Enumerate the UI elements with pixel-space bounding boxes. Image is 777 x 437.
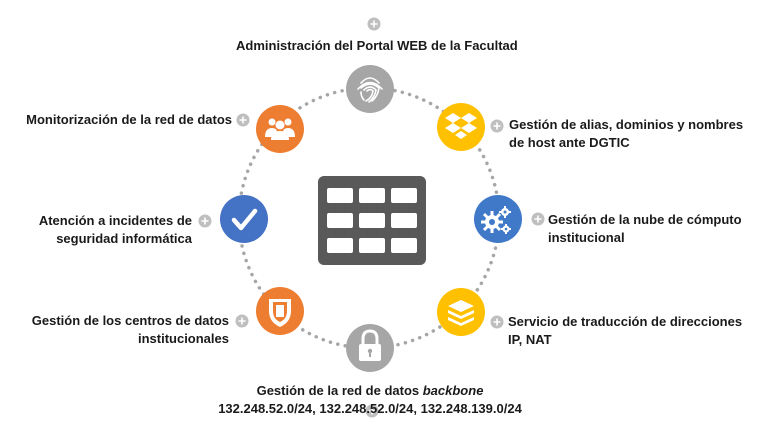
label-nat-line2: IP, NAT [508,332,552,347]
label-datacenters-line2: institucionales [137,331,229,346]
label-backbone-line1 [200,382,540,400]
label-nat-line1: Servicio de traducción de direcciones [508,314,743,329]
node-monitoring[interactable] [256,105,304,153]
plus-icon-nat[interactable] [491,316,504,329]
label-cloud-line2: institucional [548,230,625,245]
plus-icon-datacenters[interactable] [236,315,249,328]
label-cloud-line1: Gestión de la nube de cómputo [548,212,742,227]
label-backbone-title-em: backbone [422,383,484,398]
node-datacenters[interactable] [256,287,304,335]
label-datacenters-line1: Gestión de los centros de datos [31,313,229,328]
label-security [39,212,192,248]
label-monitoring-line1: Monitorización de la red de datos [26,112,232,127]
grid-table-icon [318,176,426,265]
label-portal-web [236,37,518,55]
plus-icon-monitoring[interactable] [237,114,250,127]
label-portal-web-line1: Administración del Portal WEB de la Facultad [236,38,518,53]
label-nat [508,313,742,349]
label-security-line1: Atención a incidentes de [38,213,192,228]
label-monitoring [26,111,232,129]
node-security[interactable] [220,195,268,243]
label-dns [509,116,743,152]
node-cloud[interactable] [474,195,522,243]
plus-icon-dns[interactable] [491,120,504,133]
node-dns[interactable] [437,103,485,151]
node-backbone[interactable] [346,324,394,372]
plus-icon-cloud[interactable] [532,213,545,226]
label-datacenters [32,312,229,348]
label-cloud [548,211,742,247]
label-dns-line2: de host ante DGTIC [509,135,630,150]
label-dns-line1: Gestión de alias, dominios y nombres [509,117,744,132]
plus-icon-portal[interactable] [368,18,381,31]
label-backbone-title: Gestión de la red de datos [256,383,423,398]
node-portal-web[interactable] [346,65,394,113]
plus-icon-security[interactable] [199,215,212,228]
people-group-icon [265,119,295,141]
label-security-line2: seguridad informática [56,231,192,246]
label-backbone [200,382,540,418]
label-backbone-line2: 132.248.52.0/24, 132.248.52.0/24, 132.248.139.0/24 [218,401,522,416]
node-nat[interactable] [437,288,485,336]
